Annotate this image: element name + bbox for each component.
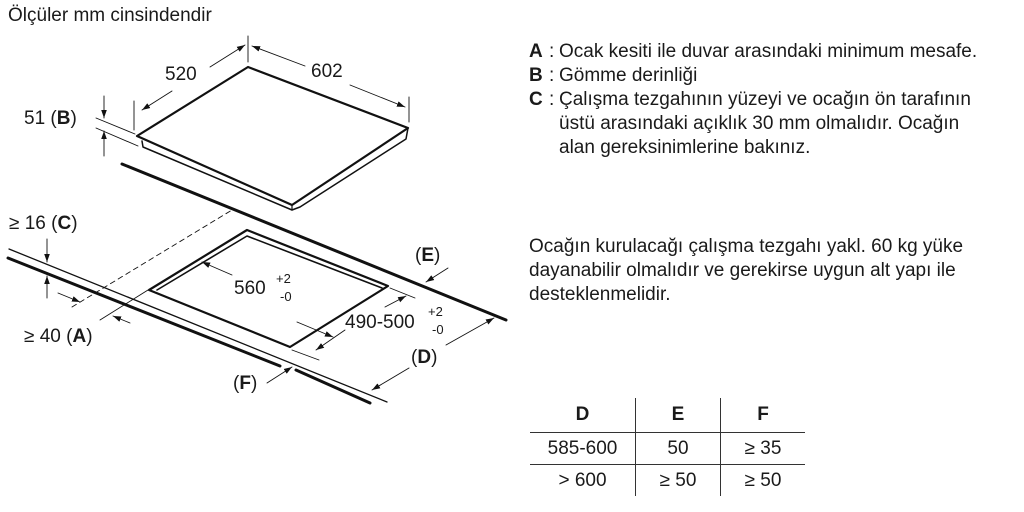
key-a: A: [72, 326, 87, 347]
table-cell: 50: [636, 433, 721, 465]
table-row: [530, 433, 805, 465]
cutout-depth-tol-plus: +2: [428, 304, 443, 319]
marker-e: (E): [415, 245, 441, 266]
hob-depth-label: 520: [165, 64, 197, 85]
table-cell: ≥ 50: [636, 465, 721, 497]
legend-item-b: B : Gömme derinliği: [529, 65, 698, 86]
legend-item-a: A : Ocak kesiti ile duvar arasındaki minimum mesafe.: [529, 41, 978, 62]
table-cell: ≥ 50: [721, 465, 806, 497]
marker-f: (F): [233, 373, 258, 394]
cutout-width-tol-minus: -0: [280, 289, 292, 304]
legend-item-c: C : Çalışma tezgahının yüzeyi ve ocağın ön tarafının üstü arasındaki açıklık 30 mm olmalıdır. Ocağın alan gereksinimlerine bakınız.: [529, 89, 971, 158]
clearance-c-label: ≥ 16 (C): [9, 213, 78, 234]
table-header: E: [636, 398, 721, 433]
cutout-width-tol-plus: +2: [276, 271, 291, 286]
cutout-depth-tol-minus: -0: [432, 322, 444, 337]
load-note: Ocağın kurulacağı çalışma tezgahı yakl. 60 kg yüke dayanabilir olmalıdır ve gerekirse uygun alt yapı ile desteklenmelidir.: [529, 236, 964, 305]
legend: [529, 40, 989, 160]
hob-outline: [137, 67, 408, 210]
clearance-a-label: ≥ 40 (A): [24, 326, 93, 347]
table-cell: > 600: [530, 465, 636, 497]
hob-height-label: 51 (B): [24, 108, 77, 129]
cutout-width-label: 560: [234, 278, 266, 299]
table-header: F: [721, 398, 806, 433]
clearance-table: [530, 398, 805, 496]
table-header-row: [530, 398, 805, 433]
key-b: B: [56, 108, 71, 129]
table-header: D: [575, 404, 590, 425]
cutout-depth-label: 490-500: [345, 312, 415, 333]
marker-d: (D): [411, 347, 438, 368]
table-row: [530, 465, 805, 497]
table-cell: 585-600: [530, 433, 636, 465]
table-cell: ≥ 35: [721, 433, 806, 465]
page-title: Ölçüler mm cinsindendir: [8, 5, 212, 26]
key-c: C: [57, 213, 72, 234]
hob-width-label: 602: [311, 61, 343, 82]
